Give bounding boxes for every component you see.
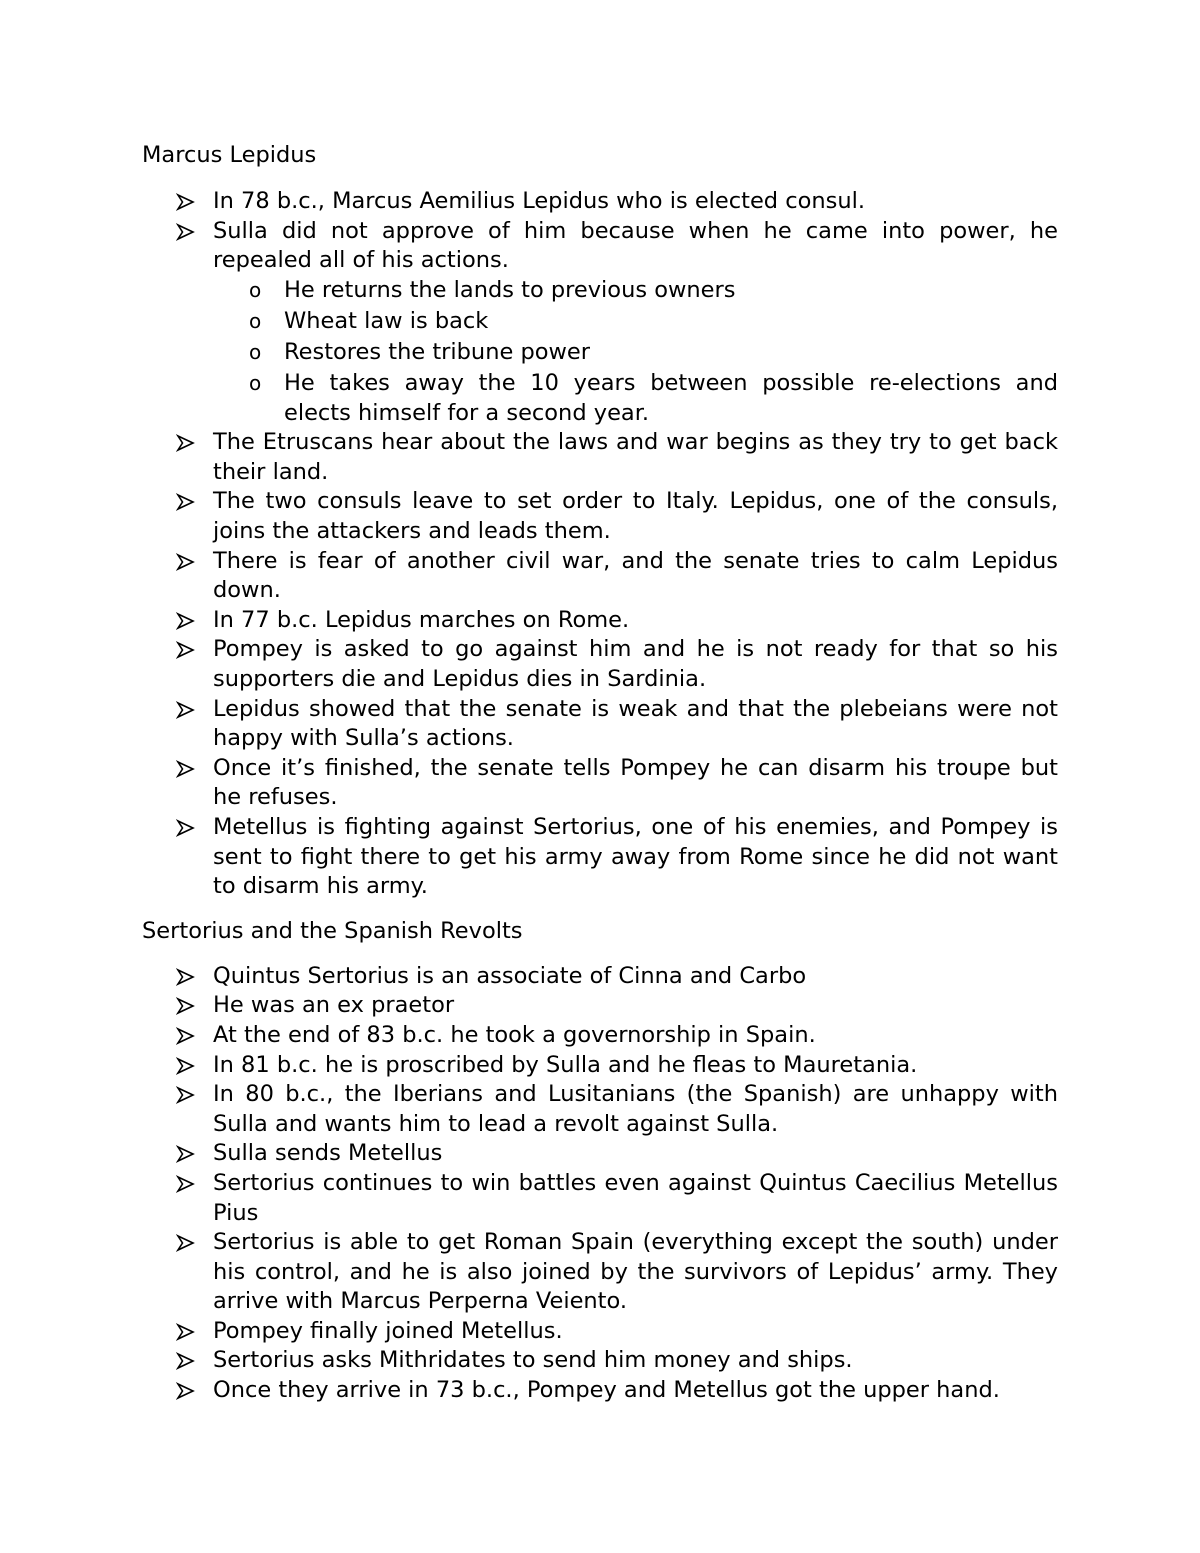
list-item-text: Once they arrive in 73 b.c., Pompey and Metellus got the upper hand. — [213, 1377, 1000, 1404]
list-item — [142, 1376, 1058, 1406]
list-item-text: Metellus is fighting against Sertorius, one of his enemies, and Pompey is sent to fight there to get his army away from Rome since he did not want to disarm his army. — [213, 813, 1058, 900]
list-item — [142, 1139, 1058, 1169]
list-item-text: At the end of 83 b.c. he took a governorship in Spain. — [213, 1021, 816, 1048]
sub-list-item — [142, 276, 1058, 306]
list-item-text: Lepidus showed that the senate is weak and that the plebeians were not happy with Sulla’s actions. — [213, 695, 1058, 752]
list-item — [142, 991, 1058, 1021]
arrowhead-bullet-icon — [176, 487, 196, 517]
list-item-text: In 81 b.c. he is proscribed by Sulla and he fleas to Mauretania. — [213, 1051, 918, 1078]
arrowhead-bullet-icon — [176, 1139, 196, 1169]
list-item — [142, 754, 1058, 813]
circle-bullet-icon: o — [249, 277, 262, 302]
arrowhead-bullet-icon — [176, 695, 196, 725]
list-item-text: Pompey finally joined Metellus. — [213, 1317, 563, 1344]
list-item — [142, 962, 1058, 992]
arrowhead-bullet-icon — [176, 547, 196, 577]
list-item-text: Sulla did not approve of him because when he came into power, he repealed all of his actions. — [213, 217, 1058, 274]
sub-list-item — [142, 369, 1058, 428]
arrowhead-bullet-icon — [176, 1317, 196, 1347]
sub-list-item-text: Wheat law is back — [284, 307, 489, 334]
list-item — [142, 428, 1058, 487]
sub-list-item — [142, 338, 1058, 368]
arrowhead-bullet-icon — [176, 1169, 196, 1199]
sub-list-item-text: He returns the lands to previous owners — [284, 276, 736, 303]
list-item — [142, 217, 1058, 429]
bullet-list — [142, 962, 1058, 1406]
circle-bullet-icon: o — [249, 308, 262, 333]
sub-bullet-list — [213, 276, 1058, 428]
list-item — [142, 487, 1058, 546]
list-item — [142, 1080, 1058, 1139]
arrowhead-bullet-icon — [176, 1346, 196, 1376]
document-page — [142, 140, 1058, 1406]
arrowhead-bullet-icon — [176, 1021, 196, 1051]
arrowhead-bullet-icon — [176, 635, 196, 665]
arrowhead-bullet-icon — [176, 217, 196, 247]
circle-bullet-icon: o — [249, 339, 262, 364]
section-heading: Sertorius and the Spanish Revolts — [142, 917, 523, 944]
arrowhead-bullet-icon — [176, 1080, 196, 1110]
arrowhead-bullet-icon — [176, 1051, 196, 1081]
list-item — [142, 813, 1058, 902]
list-item-text: Sertorius asks Mithridates to send him money and ships. — [213, 1347, 853, 1374]
circle-bullet-icon: o — [249, 371, 262, 396]
list-item — [142, 547, 1058, 606]
list-item — [142, 1346, 1058, 1376]
list-item — [142, 1051, 1058, 1081]
list-item-text: Pompey is asked to go against him and he is not ready for that so his supporters die and Lepidus dies in Sardinia. — [213, 636, 1058, 692]
arrowhead-bullet-icon — [176, 606, 196, 636]
list-item — [142, 1228, 1058, 1317]
list-item-text: In 77 b.c. Lepidus marches on Rome. — [213, 606, 630, 633]
list-item-text: Sertorius continues to win battles even against Quintus Caecilius Metellus Pius — [213, 1169, 1058, 1226]
list-item — [142, 1021, 1058, 1051]
arrowhead-bullet-icon — [176, 991, 196, 1021]
list-item — [142, 606, 1058, 636]
list-item — [142, 1169, 1058, 1228]
list-item-text: He was an ex praetor — [213, 992, 455, 1019]
list-item — [142, 695, 1058, 754]
list-item-text: Quintus Sertorius is an associate of Cinna and Carbo — [213, 962, 807, 989]
list-item-text: In 80 b.c., the Iberians and Lusitanians (the Spanish) are unhappy with Sulla and wants him to lead a revolt against Sulla. — [213, 1081, 1058, 1137]
list-item — [142, 1317, 1058, 1347]
arrowhead-bullet-icon — [176, 1228, 196, 1258]
arrowhead-bullet-icon — [176, 962, 196, 992]
list-item-text: Once it’s finished, the senate tells Pompey he can disarm his troupe but he refuses. — [213, 754, 1058, 811]
list-item-text: There is fear of another civil war, and the senate tries to calm Lepidus down. — [213, 547, 1058, 604]
arrowhead-bullet-icon — [176, 754, 196, 784]
bullet-list — [142, 187, 1058, 902]
list-item — [142, 187, 1058, 217]
list-item-text: Sulla sends Metellus — [213, 1140, 443, 1167]
arrowhead-bullet-icon — [176, 1376, 196, 1406]
section-heading: Marcus Lepidus — [142, 142, 317, 168]
arrowhead-bullet-icon — [176, 428, 196, 458]
arrowhead-bullet-icon — [176, 187, 196, 217]
list-item-text: The Etruscans hear about the laws and war begins as they try to get back their land. — [213, 429, 1058, 485]
list-item-text: Sertorius is able to get Roman Spain (everything except the south) under his control, and he is also joined by the survivors of Lepidus’ army. They arrive with Marcus Perperna Veiento. — [213, 1229, 1058, 1315]
list-item — [142, 635, 1058, 694]
list-item-text: In 78 b.c., Marcus Aemilius Lepidus who is elected consul. — [213, 188, 866, 214]
list-item-text: The two consuls leave to set order to Italy. Lepidus, one of the consuls, joins the attackers and leads them. — [213, 488, 1058, 545]
sub-list-item — [142, 307, 1058, 337]
arrowhead-bullet-icon — [176, 813, 196, 843]
sub-list-item-text: Restores the tribune power — [284, 338, 590, 365]
sub-list-item-text: He takes away the 10 years between possible re-elections and elects himself for a second year. — [284, 370, 1058, 426]
